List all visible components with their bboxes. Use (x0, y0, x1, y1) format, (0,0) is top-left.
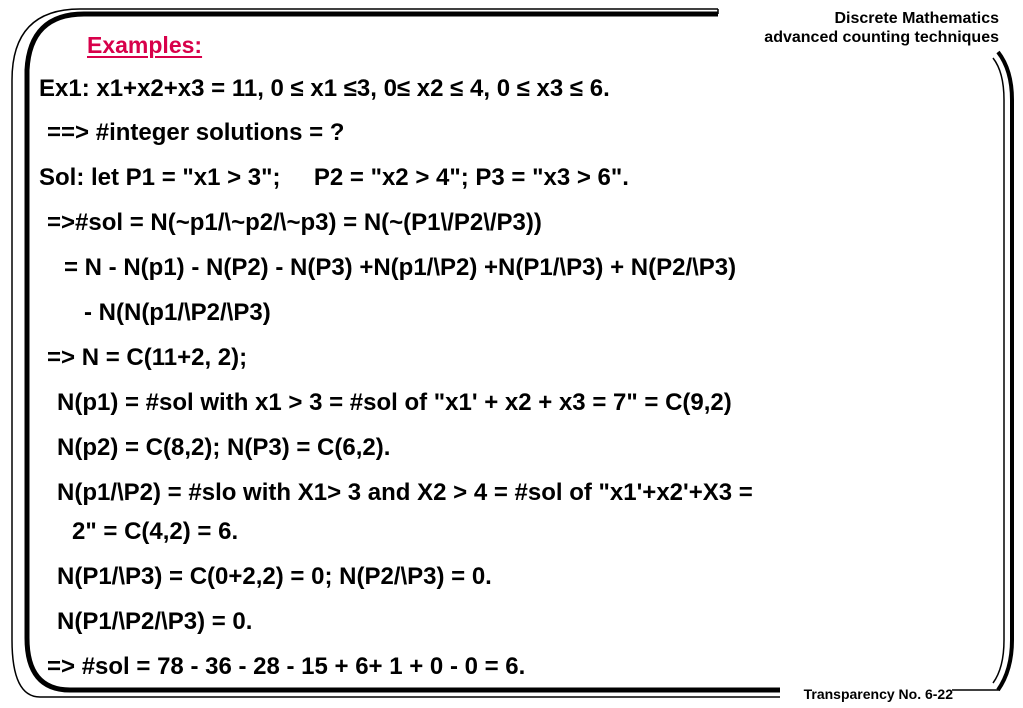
course-title-line1: Discrete Mathematics (834, 10, 999, 27)
transparency-number: Transparency No. 6-22 (803, 686, 953, 702)
n-p1-p2-p3-line: N(P1/\P2/\P3) = 0. (57, 608, 253, 635)
frame-right-thick (998, 52, 1012, 690)
course-title (639, 9, 999, 47)
final-result-line: => #sol = 78 - 36 - 28 - 15 + 6+ 1 + 0 - 0 = 6. (47, 653, 526, 680)
n-p1-p2-line1: N(p1/\P2) = #slo with X1> 3 and X2 > 4 = #sol of "x1'+x2'+X3 = (57, 479, 753, 506)
course-title-line2: advanced counting techniques (764, 29, 999, 46)
n-total-line: => N = C(11+2, 2); (47, 344, 248, 371)
n-p2-p3-line: N(p2) = C(8,2); N(P3) = C(6,2). (57, 434, 391, 461)
n-p1-p3-line: N(P1/\P3) = C(0+2,2) = 0; N(P2/\P3) = 0. (57, 563, 492, 590)
inclusion-exclusion-line2: - N(N(p1/\P2/\P3) (84, 299, 271, 326)
n-p1-line: N(p1) = #sol with x1 > 3 = #sol of "x1' + x2 + x3 = 7" = C(9,2) (57, 389, 732, 416)
frame-right-thin (993, 58, 1004, 683)
solution-definition: Sol: let P1 = "x1 > 3"; P2 = "x2 > 4"; P3 = "x3 > 6". (39, 164, 629, 191)
solution-formula: =>#sol = N(~p1/\~p2/\~p3) = N(~(P1\/P2\/P3)) (47, 209, 542, 236)
inclusion-exclusion-line1: = N - N(p1) - N(P2) - N(P3) +N(p1/\P2) +N(P1/\P3) + N(P2/\P3) (64, 254, 737, 281)
question-line: ==> #integer solutions = ? (47, 119, 345, 146)
n-p1-p2-line2: 2" = C(4,2) = 6. (72, 518, 239, 545)
example-statement: Ex1: x1+x2+x3 = 11, 0 ≤ x1 ≤3, 0≤ x2 ≤ 4, 0 ≤ x3 ≤ 6. (39, 75, 610, 102)
examples-heading: Examples: (87, 32, 203, 58)
